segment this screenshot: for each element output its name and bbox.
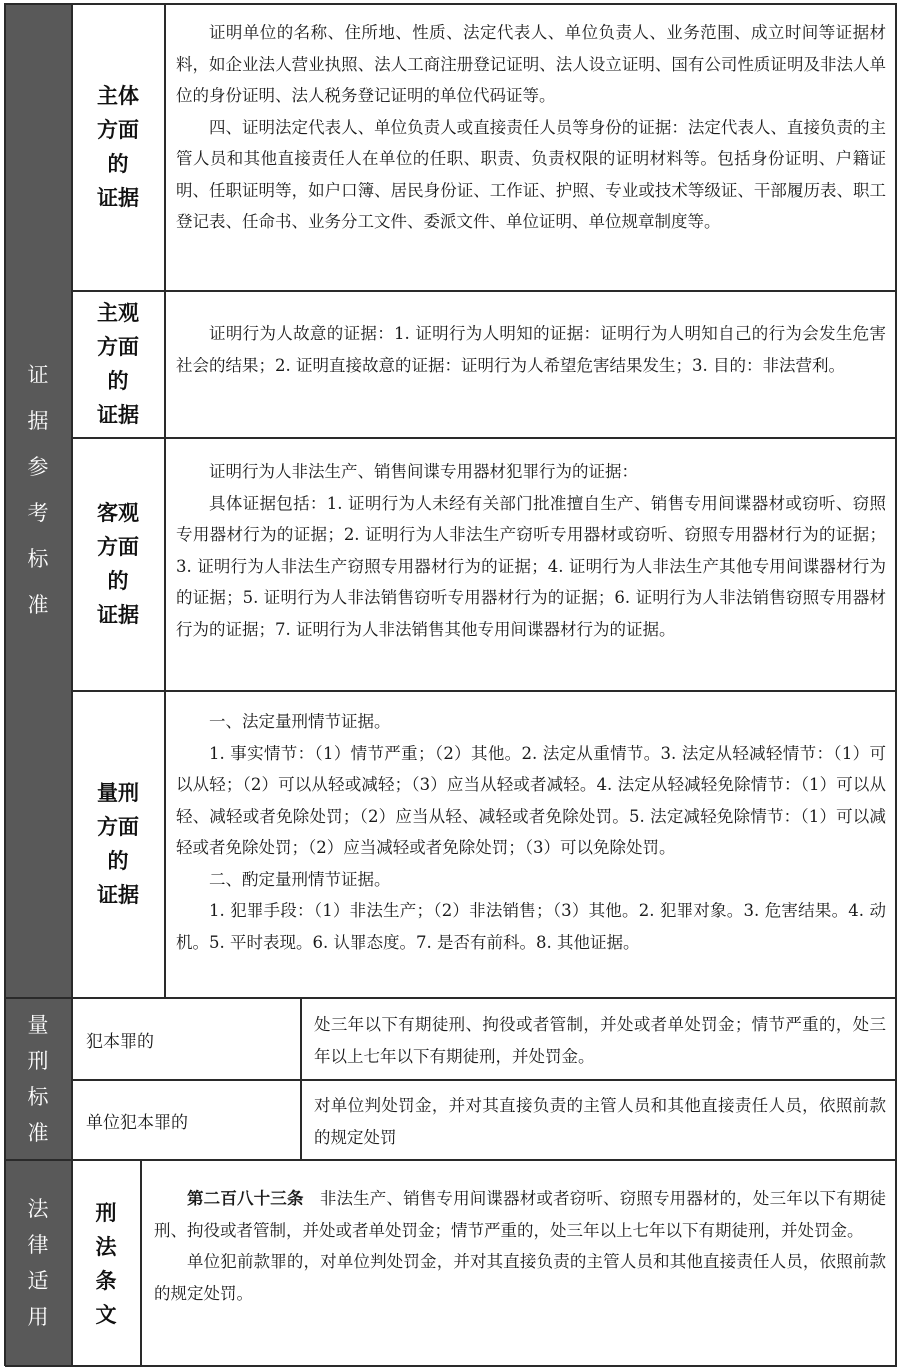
- penalty-unit: [314, 1090, 886, 1153]
- border-top: [5, 3, 897, 5]
- label-text: 主体: [97, 84, 139, 108]
- title-char: 准: [27, 593, 49, 617]
- divider: [72, 690, 896, 692]
- content-subject: [176, 17, 886, 238]
- title-char: 标: [27, 1085, 49, 1109]
- label-text: 证据: [97, 186, 139, 210]
- title-char: 准: [27, 1121, 49, 1145]
- row-label-sentencing-evidence: [72, 691, 164, 997]
- label-text: 方面: [97, 335, 139, 359]
- label-text: 证据: [97, 603, 139, 627]
- border-left: [4, 3, 6, 1366]
- title-char: 证: [27, 363, 49, 387]
- label-text: 的: [107, 152, 129, 176]
- article-number: 第二百八十三条: [187, 1189, 304, 1208]
- label-text: 的: [107, 369, 129, 393]
- row-label-subject: [72, 4, 164, 290]
- divider: [140, 1160, 142, 1366]
- label-text: 主观: [97, 301, 139, 325]
- row-label-criminal-law: [72, 1161, 140, 1366]
- label-text: 文: [95, 1302, 117, 1327]
- divider: [71, 3, 73, 1366]
- title-char: 用: [27, 1305, 49, 1329]
- section-title-evidence: [5, 350, 71, 630]
- label-text: 的: [107, 849, 129, 873]
- case-unit: 单位犯本罪的: [86, 1112, 188, 1133]
- paragraph: 1. 犯罪手段：（1）非法生产；（2）非法销售；（3）其他。2. 犯罪对象。3. 危害结果。4. 动机。5. 平时表现。6. 认罪态度。7. 是否有前科。8. 其他证据。: [176, 901, 886, 952]
- title-char: 标: [27, 547, 49, 571]
- border-right: [895, 3, 897, 1366]
- label-text: 证据: [97, 403, 139, 427]
- row-label-subjective: [72, 291, 164, 437]
- article-text: 非法生产、销售专用间谍器材或者窃听、窃照专用器材的，处三年以下有期徒刑、拘役或者管制，并处或者单处罚金；情节严重的，处三年以上七年以下有期徒刑，并处罚金。: [154, 1189, 887, 1240]
- content-objective: [176, 456, 886, 645]
- title-char: 参: [27, 455, 49, 479]
- paragraph: 对单位判处罚金，并对其直接负责的主管人员和其他直接责任人员，依照前款的规定处罚: [314, 1096, 886, 1147]
- divider: [5, 997, 897, 999]
- label-text: 的: [107, 569, 129, 593]
- title-char: 考: [27, 501, 49, 525]
- content-law-article: [154, 1183, 886, 1309]
- label-text: 刑: [95, 1200, 117, 1225]
- label-text: 方面: [97, 815, 139, 839]
- title-char: 刑: [27, 1049, 49, 1073]
- border-bottom: [5, 1365, 897, 1367]
- content-subjective: [176, 318, 886, 381]
- label-text: 法: [95, 1234, 117, 1259]
- title-char: 法: [27, 1197, 49, 1221]
- penalty-individual: [314, 1009, 886, 1072]
- divider: [72, 290, 896, 292]
- divider: [164, 3, 166, 998]
- label-text: 客观: [97, 501, 139, 525]
- content-sentencing-evidence: [176, 706, 886, 958]
- label-text: 方面: [97, 535, 139, 559]
- label-text: 量刑: [97, 781, 139, 805]
- paragraph: 一、法定量刑情节证据。: [209, 712, 391, 731]
- article-paragraph: [154, 1183, 886, 1246]
- paragraph: 具体证据包括：1. 证明行为人未经有关部门批准擅自生产、销售专用间谍器材或窃听、窃照专用器材行为的证据；2. 证明行为人非法生产窃听专用器材或窃听、窃照专用器材行为的证据；3. 证明行为人非法生产窃照专用器材行为的证据；4. 证明行为人非法生产其他专用间谍器材行为的证据；5. 证明行为人非法销售窃听专用器材行为的证据；6. 证明行为人非法销售窃照专用器材行为的证据；7. 证明行为人非法销售其他专用间谍器材行为的证据。: [176, 493, 886, 639]
- section-title-law: [5, 1160, 71, 1366]
- label-text: 方面: [97, 118, 139, 142]
- divider: [5, 1159, 897, 1161]
- case-individual: 犯本罪的: [86, 1031, 154, 1052]
- divider: [72, 437, 896, 439]
- paragraph: 二、酌定量刑情节证据。: [209, 869, 391, 889]
- label-text: 证据: [97, 883, 139, 907]
- paragraph: 证明单位的名称、住所地、性质、法定代表人、单位负责人、业务范围、成立时间等证据材料，如企业法人营业执照、法人工商注册登记证明、法人设立证明、国有公司性质证明及非法人单位的身份证明、法人税务登记证明的单位代码证等。: [176, 23, 886, 105]
- paragraph: 1. 事实情节：（1）情节严重；（2）其他。2. 法定从重情节。3. 法定从轻减轻情节：（1）可以从轻；（2）可以从轻或减轻；（3）应当从轻或者减轻。4. 法定从轻减轻免除情节：（1）可以从轻、减轻或者免除处罚；（2）应当从轻、减轻或者免除处罚。5. 法定减轻免除情节：（1）可以减轻或者免除处罚；（2）应当减轻或者免除处罚；（3）可以免除处罚。: [176, 743, 886, 857]
- title-char: 律: [27, 1233, 49, 1257]
- title-char: 适: [27, 1269, 49, 1293]
- paragraph: 处三年以下有期徒刑、拘役或者管制，并处或者单处罚金；情节严重的，处三年以上七年以下有期徒刑，并处罚金。: [314, 1015, 886, 1066]
- section-title-sentencing: [5, 998, 71, 1160]
- title-char: 据: [27, 409, 49, 433]
- divider: [72, 1079, 896, 1081]
- paragraph: 证明行为人非法生产、销售间谍专用器材犯罪行为的证据：: [209, 462, 638, 481]
- paragraph: 单位犯前款罪的，对单位判处罚金，并对其直接负责的主管人员和其他直接责任人员，依照前款的规定处罚。: [154, 1252, 886, 1303]
- title-char: 量: [27, 1013, 49, 1037]
- paragraph: 证明行为人故意的证据：1. 证明行为人明知的证据：证明行为人明知自己的行为会发生危害社会的结果；2. 证明直接故意的证据：证明行为人希望危害结果发生；3. 目的：非法营利。: [176, 324, 886, 375]
- label-text: 条: [95, 1268, 117, 1293]
- row-label-objective: [72, 438, 164, 690]
- paragraph: 四、证明法定代表人、单位负责人或直接责任人员等身份的证据：法定代表人、直接负责的主管人员和其他直接责任人在单位的任职、职责、负责权限的证明材料等。包括身份证明、户籍证明、任职证明等，如户口簿、居民身份证、工作证、护照、专业或技术等级证、干部履历表、职工登记表、任命书、业务分工文件、委派文件、单位证明、单位规章制度等。: [176, 117, 886, 231]
